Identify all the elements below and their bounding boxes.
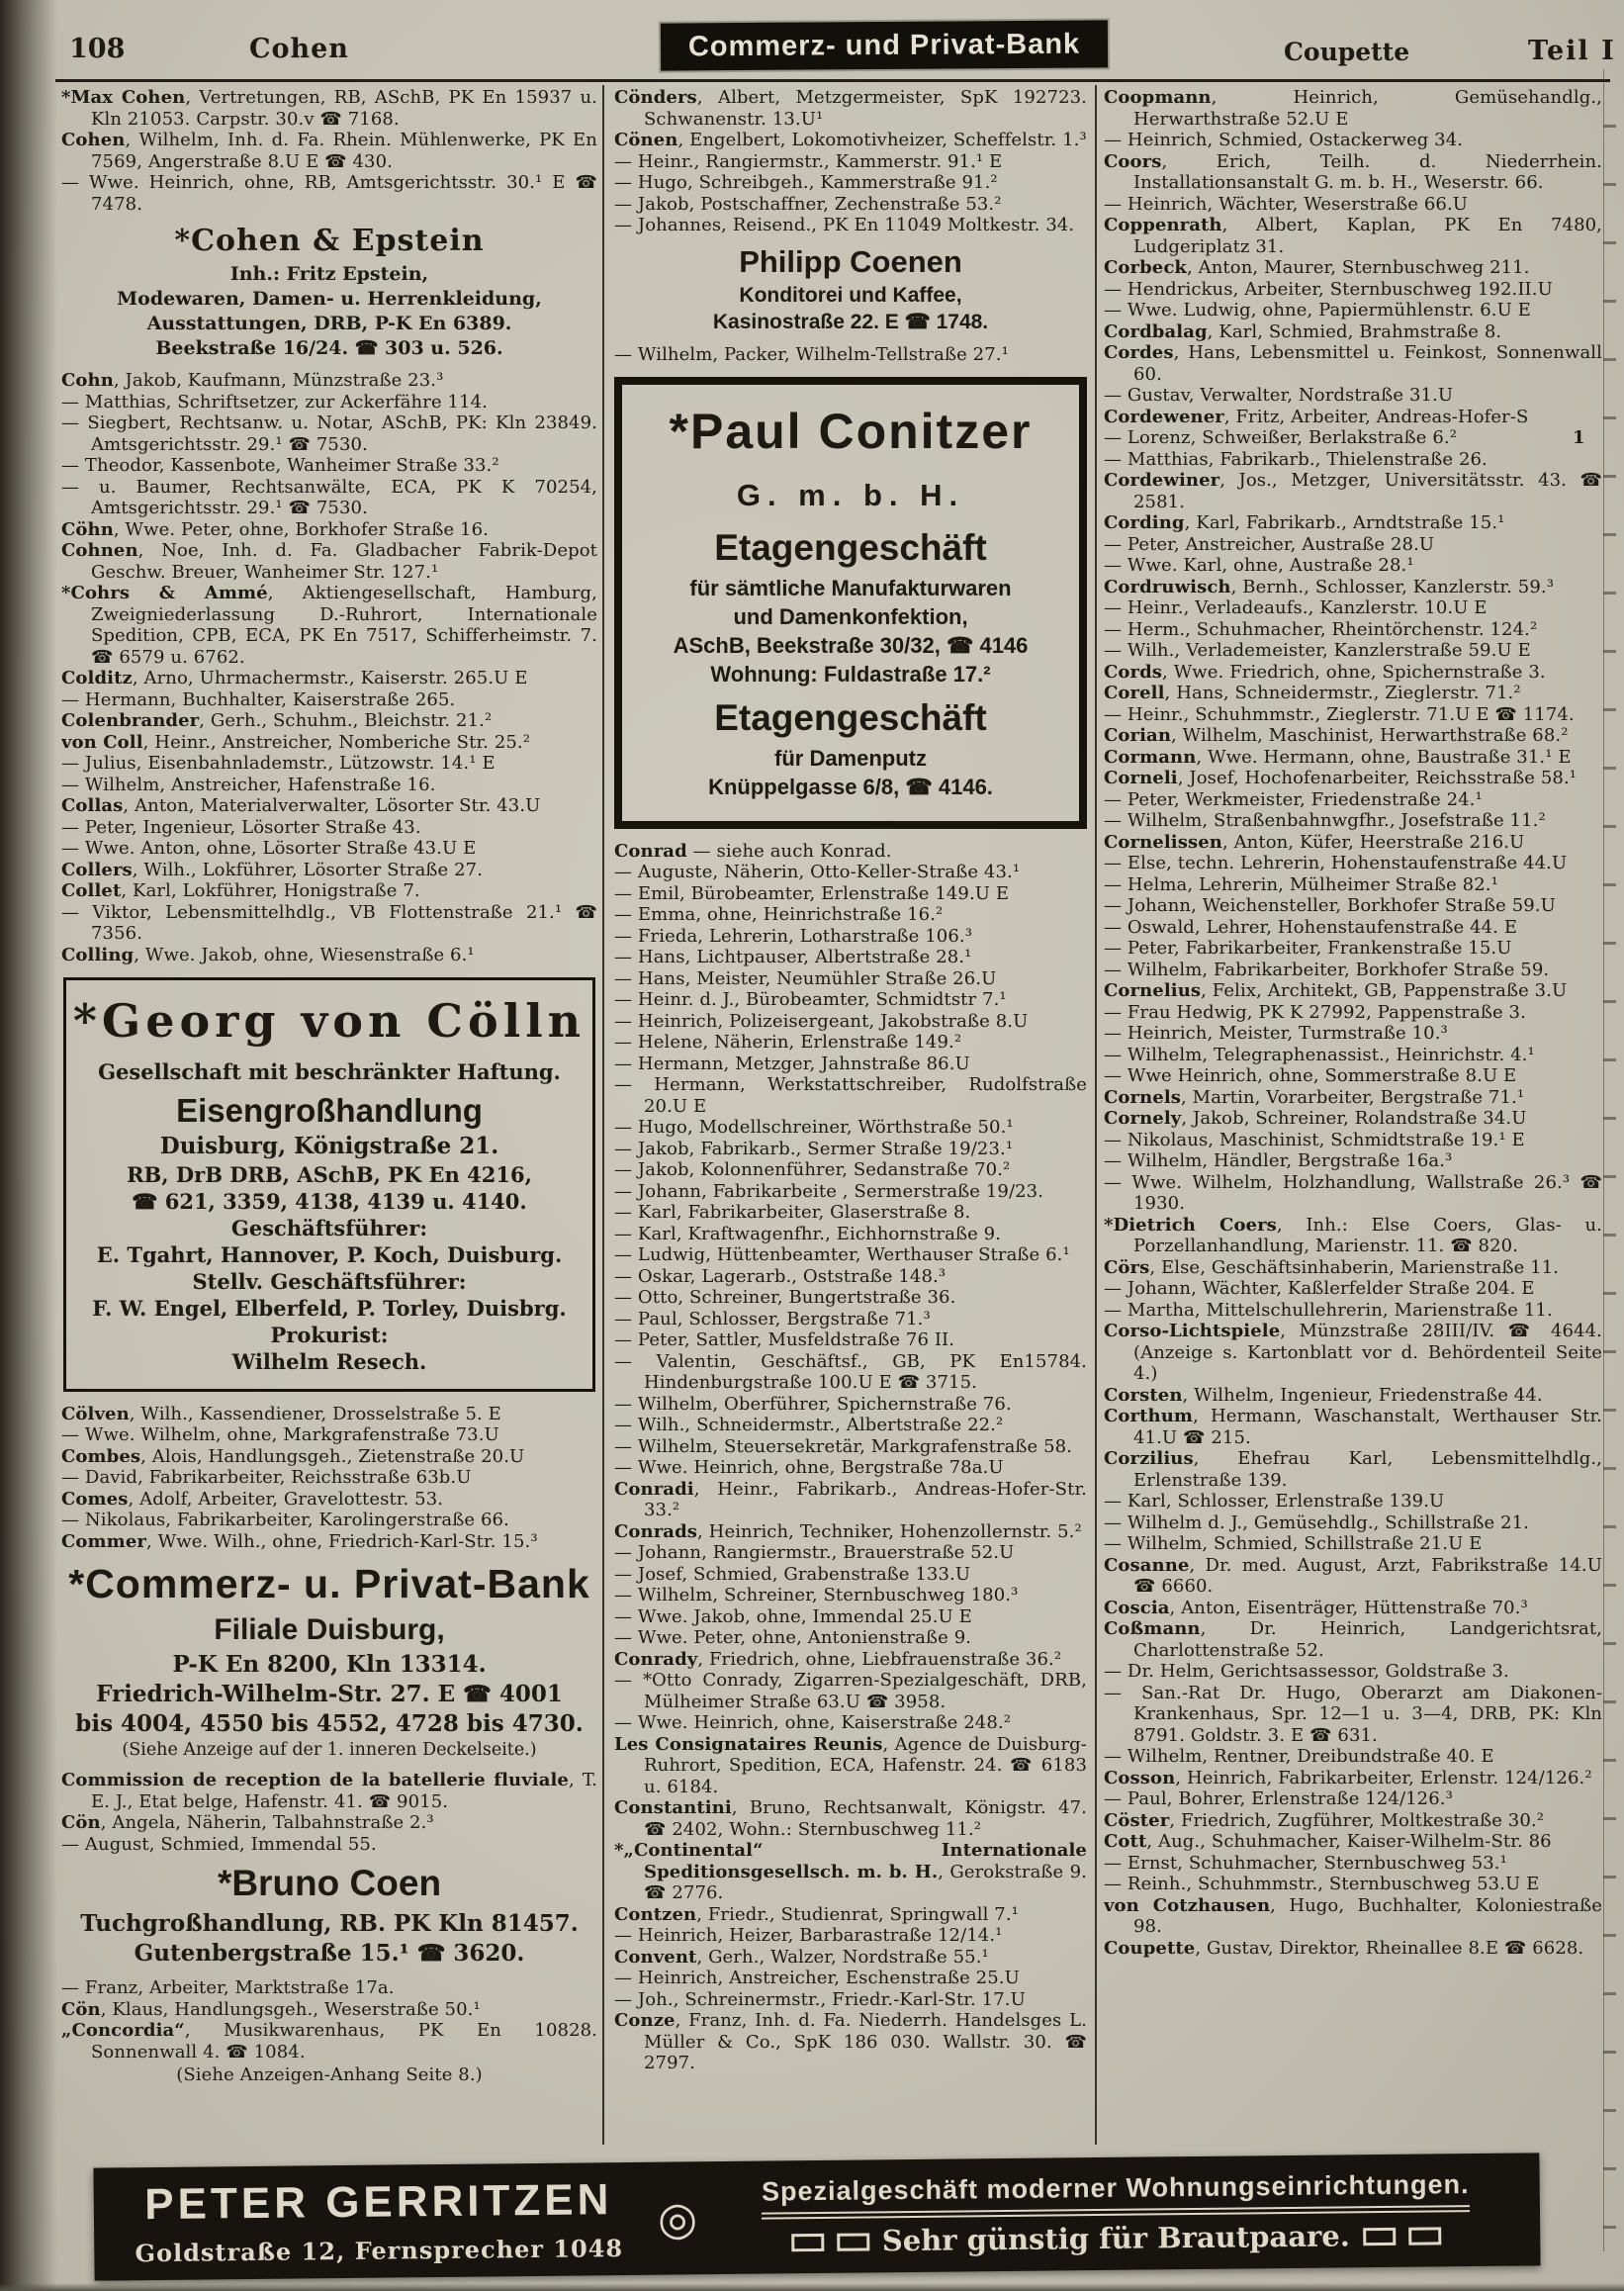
directory-entry: *„Continental“ Internationale Speditionsgesellsch. m. b. H., Gerokstraße 9. ☎ 2776. (614, 1840, 1087, 1904)
ad-line: Filiale Duisburg, (214, 1613, 445, 1647)
directory-entry: Cordbalag, Karl, Schmied, Brahmstraße 8. (1104, 321, 1502, 342)
directory-entry: Corell, Hans, Schneidermstr., Zieglerstr. 71.² (1104, 683, 1521, 703)
ad-line: Eisengroßhandlung (176, 1091, 483, 1129)
column-middle (614, 87, 1087, 2074)
directory-entry: Cords, Wwe. Friedrich, ohne, Spichernstraße 3. (1104, 661, 1546, 683)
ad-line: Duisburg, Königstraße 21. (159, 1132, 499, 1159)
directory-entry: — Wwe. Karl, ohne, Austraße 28.¹ (1104, 555, 1414, 576)
directory-entry: — Peter, Fabrikarbeiter, Frankenstraße 15.U (1104, 938, 1512, 959)
column-divider (602, 85, 604, 2145)
directory-entry: — Wilhelm, Fabrikarbeiter, Borkhofer Straße 59. (1104, 959, 1550, 980)
column-right (1104, 87, 1602, 1959)
ad-line: P-K En 8200, Kln 13314. (172, 1651, 487, 1679)
ad-line: Wilhelm Resech. (231, 1348, 427, 1374)
directory-entry: — Wilhelm, Telegraphenassist., Heinrichstr. 4.¹ (1104, 1044, 1535, 1065)
directory-entry: Cornelius, Felix, Architekt, GB, Pappenstraße 3.U (1104, 980, 1568, 1001)
ad-cohen-epstein (61, 224, 597, 361)
directory-entry: — Theodor, Kassenbote, Wanheimer Straße 33.² (61, 455, 499, 476)
column-left (61, 87, 597, 2086)
directory-entry: Colenbrander, Gerh., Schuhm., Bleichstr. 21.² (61, 710, 493, 731)
directory-entry: — Reinh., Schuhmmstr., Sternbuschweg 53.U E (1104, 1874, 1540, 1894)
directory-entry: — Wilhelm, Steuersekretär, Markgrafenstraße 58. (614, 1435, 1073, 1457)
ad-line: G. m. b. H. (736, 478, 965, 513)
directory-entry: Comes, Adolf, Arbeiter, Gravelottestr. 53. (61, 1488, 444, 1510)
directory-entry: — Frieda, Lehrerin, Lotharstraße 106.³ (614, 925, 973, 947)
directory-entry: — Viktor, Lebensmittelhdlg., VB Flottenstraße 21.¹ ☎ 7356. (61, 901, 597, 944)
directory-entry: Cönen, Engelbert, Lokomotivheizer, Scheffelstr. 1.³ (614, 130, 1087, 150)
directory-entry: — Heinr. d. J., Bürobeamter, Schmidtstr 7.¹ (614, 989, 1007, 1011)
directory-entry: Cohen, Wilhelm, Inh. d. Fa. Rhein. Mühlenwerke, PK En 7569, Angerstraße 8.U E ☎ 430. (61, 130, 597, 172)
directory-entry: Conze, Franz, Inh. d. Fa. Niederrh. Handelsges L. Müller & Co., SpK 186 030. Wallstr. 30. ☎ 2797. (614, 2010, 1087, 2074)
ad-line: Etagengeschäft (714, 696, 987, 738)
ad-line: Philipp Coenen (739, 243, 962, 279)
directory-entry: — Heinr., Verladeaufs., Kanzlerstr. 10.U E (1104, 597, 1488, 618)
directory-entry: — Wwe. Heinrich, ohne, Bergstraße 78a.U (614, 1457, 1004, 1479)
directory-entry: Cön, Angela, Näherin, Talbahnstraße 2.³ (61, 1812, 434, 1834)
directory-entry: — Siegbert, Rechtsanw. u. Notar, ASchB, PK: Kln 23849. Amtsgerichtsstr. 29.¹ ☎ 7530. (61, 412, 597, 455)
directory-entry: — Frau Hedwig, PK K 27992, Pappenstraße 3. (1104, 1001, 1526, 1023)
directory-entry: — Karl, Fabrikarbeiter, Glaserstraße 8. (614, 1202, 971, 1224)
directory-entry: — Emma, ohne, Heinrichstraße 16.² (614, 904, 944, 926)
directory-entry: — Auguste, Näherin, Otto-Keller-Straße 43.¹ (614, 862, 1021, 883)
banner-slogan-top: Spezialgeschäft moderner Wohnungseinrichtungen. (762, 2170, 1470, 2220)
directory-entry: Coscia, Anton, Eisenträger, Hüttenstraße 70.³ (1104, 1597, 1528, 1618)
directory-entry: Constantini, Bruno, Rechtsanwalt, Königstr. 47. ☎ 2402, Wohn.: Sternbuschweg 11.² (614, 1797, 1087, 1840)
directory-entry: Corsten, Wilhelm, Ingenieur, Friedenstraße 44. (1104, 1384, 1543, 1406)
directory-entry: — Franz, Arbeiter, Marktstraße 17a. (61, 1977, 395, 1999)
directory-entry: — Karl, Schlosser, Erlenstraße 139.U (1104, 1491, 1445, 1512)
directory-entry: — Heinrich, Anstreicher, Eschenstraße 25.U (614, 1968, 1020, 1989)
directory-entry: — Heinrich, Schmied, Ostackerweg 34. (1104, 130, 1464, 150)
directory-entry: Coßmann, Dr. Heinrich, Landgerichtsrat, Charlottenstraße 52. (1104, 1618, 1602, 1661)
ad-georg-von-coelln (63, 977, 595, 1392)
directory-entry: — Hugo, Modellschreiner, Wörthstraße 50.¹ (614, 1117, 1014, 1139)
directory-entry: — Karl, Kraftwagenfhr., Eichhornstraße 9. (614, 1223, 1002, 1244)
directory-entry: — Wwe. Wilhelm, Holzhandlung, Wallstraße 26.³ ☎ 1930. (1104, 1171, 1602, 1214)
directory-entry: Collas, Anton, Materialverwalter, Lösorter Str. 43.U (61, 795, 541, 816)
ad-line: Gutenbergstraße 15.¹ ☎ 3620. (134, 1940, 525, 1968)
directory-entry: — Lorenz, Schweißer, Berlakstraße 6.² 1 (1104, 427, 1585, 448)
directory-entry: — Peter, Anstreicher, Austraße 28.U (1104, 533, 1435, 555)
ad-philipp-coenen (614, 245, 1087, 335)
directory-entry: Cott, Aug., Schuhmacher, Kaiser-Wilhelm-Str. 86 (1104, 1831, 1552, 1852)
directory-entry: — Wwe Heinrich, ohne, Sommerstraße 8.U E (1104, 1065, 1517, 1086)
ad-commerz-privat-bank (61, 1561, 597, 1761)
directory-entry: — San.-Rat Dr. Hugo, Oberarzt am Diakonen-Krankenhaus, Spr. 12—1 u. 3—4, DRB, PK: Kln 8791. Goldstr. 3. E ☎ 631. (1104, 1682, 1602, 1746)
directory-entry: — Peter, Sattler, Musfeldstraße 76 II. (614, 1329, 955, 1351)
directory-entry: Cön, Klaus, Handlungsgeh., Weserstraße 50.¹ (61, 1998, 481, 2020)
directory-entry: — Hermann, Buchhalter, Kaiserstraße 265. (61, 688, 456, 710)
directory-entry: Commer, Wwe. Wilh., ohne, Friedrich-Karl-Str. 15.³ (61, 1530, 538, 1552)
ad-line: *Bruno Coen (217, 1863, 442, 1904)
directory-entry: — Julius, Eisenbahnlademstr., Lützowstr. 14.¹ E (61, 753, 496, 774)
directory-entry: — Wilh., Schneidermstr., Albertstraße 22.² (614, 1415, 1004, 1436)
ad-bruno-coen (61, 1864, 597, 1969)
directory-entry: — Ludwig, Hüttenbeamter, Werthauser Straße 6.¹ (614, 1244, 1070, 1266)
directory-entry: (Siehe Anzeigen-Anhang Seite 8.) (176, 2064, 483, 2086)
directory-entry: Collers, Wilh., Lokführer, Lösorter Straße 27. (61, 859, 484, 880)
ad-paul-conitzer (614, 377, 1087, 828)
ad-line: Modewaren, Damen- u. Herrenkleidung, (117, 288, 542, 310)
directory-entry: — Matthias, Schriftsetzer, zur Ackerfähre 114. (61, 391, 488, 412)
ad-line: Kasinostraße 22. E ☎ 1748. (712, 310, 989, 333)
ad-line: F. W. Engel, Elberfeld, P. Torley, Duisbrg. (92, 1295, 567, 1321)
banner-deco-rect (791, 2234, 824, 2251)
directory-entry: Corzilius, Ehefrau Karl, Lebensmittelhdlg., Erlenstraße 139. (1104, 1448, 1602, 1491)
directory-entry: — Heinr., Rangiermstr., Kammerstr. 91.¹ E (614, 150, 1003, 172)
ad-line: Geschäftsführer: (230, 1215, 428, 1240)
directory-entry: — Johann, Rangiermstr., Brauerstraße 52.U (614, 1542, 1015, 1564)
header-rule (55, 79, 1610, 82)
directory-entry: Cosson, Heinrich, Fabrikarbeiter, Erlenstr. 124/126.² (1104, 1767, 1592, 1788)
directory-entry: Combes, Alois, Handlungsgeh., Zietenstraße 20.U (61, 1445, 525, 1467)
directory-entry: — Gustav, Verwalter, Nordstraße 31.U (1104, 385, 1454, 406)
directory-entry: von Coll, Heinr., Anstreicher, Nomberiche Str. 25.² (61, 731, 531, 753)
directory-entry: Cölven, Wilh., Kassendiener, Drosselstraße 5. E (61, 1403, 501, 1424)
directory-entry: — Matthias, Fabrikarb., Thielenstraße 26. (1104, 448, 1488, 470)
roundel-icon: ◎ (657, 2191, 698, 2245)
directory-entry: — Heinrich, Heizer, Barbarastraße 12/14.¹ (614, 1925, 1003, 1947)
ad-line: Stellv. Geschäftsführer: (192, 1268, 467, 1294)
directory-entry: — Wwe. Ludwig, ohne, Papiermühlenstr. 6.U E (1104, 300, 1531, 321)
directory-entry: — Johann, Weichensteller, Borkhofer Straße 59.U (1104, 895, 1556, 916)
directory-entry: Collet, Karl, Lokführer, Honigstraße 7. (61, 880, 420, 901)
directory-entry: Conradi, Heinr., Fabrikarb., Andreas-Hofer-Str. 33.² (614, 1478, 1087, 1521)
directory-entry: *Dietrich Coers, Inh.: Else Coers, Glas- u. Porzellanhandlung, Marienstr. 11. ☎ 820. (1104, 1214, 1602, 1256)
ad-line: Etagengeschäft (714, 527, 987, 569)
directory-entry: Coppenrath, Albert, Kaplan, PK En 7480, Ludgeriplatz 31. (1104, 215, 1602, 257)
header-center-ad-banner: Commerz- und Privat-Bank (661, 20, 1108, 70)
header-right-keyword: Coupette (1284, 38, 1410, 66)
banner-slogan-bottom: Sehr günstig für Brautpaare. (881, 2219, 1351, 2258)
banner-deco-rect (1363, 2228, 1396, 2245)
ad-line: ☎ 621, 3359, 4138, 4139 u. 4140. (132, 1188, 527, 1214)
directory-entry: Les Consignataires Reunis, Agence de Duisburg-Ruhrort, Spedition, ECA, Hafenstr. 24. ☎ 6183 u. 6184. (614, 1733, 1087, 1797)
header-part-label: Teil I (1528, 36, 1616, 66)
directory-entry: — Jakob, Postschaffner, Zechenstraße 53.² (614, 193, 1002, 215)
directory-entry: Corso-Lichtspiele, Münzstraße 28III/IV. ☎ 4644. (Anzeige s. Kartonblatt vor d. Behördenteil Seite 4.) (1104, 1321, 1602, 1384)
directory-entry: Corneli, Josef, Hochofenarbeiter, Reichsstraße 58.¹ (1104, 768, 1578, 788)
directory-entry: — Hugo, Schreibgeh., Kammerstraße 91.² (614, 172, 998, 193)
directory-entry: — David, Fabrikarbeiter, Reichsstraße 63b.U (61, 1467, 472, 1489)
ad-line: E. Tgahrt, Hannover, P. Koch, Duisburg. (96, 1241, 563, 1267)
directory-entry: *Cohrs & Ammé, Aktiengesellschaft, Hamburg, Zweigniederlassung D.-Ruhrort, Internationale Spedition, CPB, ECA, PK En 7517, Schifferheimstr. 7. ☎ 6579 u. 6762. (61, 583, 597, 668)
directory-entry: — Wilhelm, Rentner, Dreibundstraße 40. E (1104, 1746, 1494, 1767)
directory-entry: — August, Schmied, Immendal 55. (61, 1833, 377, 1855)
directory-entry: Contzen, Friedr., Studienrat, Springwall 7.¹ (614, 1903, 1019, 1925)
directory-entry: Corian, Wilhelm, Maschinist, Herwarthstraße 68.² (1104, 725, 1569, 746)
ad-line: Beekstraße 16/24. ☎ 303 u. 526. (155, 337, 503, 359)
directory-entry: — Johann, Fabrikarbeite , Sermerstraße 19/23. (614, 1180, 1044, 1202)
ad-line: *Paul Conitzer (669, 404, 1033, 460)
directory-entry: Cormann, Wwe. Hermann, ohne, Baustraße 31.¹ E (1104, 746, 1572, 768)
directory-entry: — Wilhelm, Schmied, Schillstraße 21.U E (1104, 1533, 1483, 1554)
banner-deco-rect (1408, 2227, 1441, 2245)
ad-line: (Siehe Anzeige auf der 1. inneren Deckelseite.) (122, 1740, 537, 1761)
ad-line: Knüppelgasse 6/8, ☎ 4146. (708, 774, 993, 799)
directory-entry: — Hermann, Werkstattschreiber, Rudolfstraße 20.U E (614, 1074, 1087, 1117)
scan-bottom-shadow (0, 2283, 1624, 2291)
directory-entry: — Wilhelm, Händler, Bergstraße 16a.³ (1104, 1150, 1453, 1171)
ad-line: *Commerz- u. Privat-Bank (68, 1561, 590, 1607)
banner-store-address: Goldstraße 12, Fernsprecher 1048 (135, 2233, 624, 2267)
directory-entry: Cosanne, Dr. med. August, Arzt, Fabrikstraße 14.U ☎ 6660. (1104, 1554, 1602, 1597)
directory-entry: — Joh., Schreinermstr., Friedr.-Karl-Str. 17.U (614, 1988, 1026, 2010)
banner-deco-rect (837, 2233, 869, 2250)
directory-entry: — Oskar, Lagerarb., Oststraße 148.³ (614, 1265, 947, 1287)
directory-entry: — Johannes, Reisend., PK En 11049 Moltkestr. 34. (614, 215, 1075, 235)
directory-entry: — Jakob, Fabrikarb., Sermer Straße 19/23.¹ (614, 1138, 1014, 1159)
ad-line: Tuchgroßhandlung, RB. PK Kln 81457. (80, 1910, 579, 1938)
ad-line: *Cohen & Epstein (174, 224, 485, 258)
gerritzen-ad-banner (93, 2153, 1540, 2280)
directory-entry: Conrads, Heinrich, Techniker, Hohenzollernstr. 5.² (614, 1520, 1082, 1542)
directory-entry: — Peter, Werkmeister, Friedenstraße 24.¹ (1104, 788, 1483, 810)
directory-entry: Cordes, Hans, Lebensmittel u. Feinkost, Sonnenwall 60. (1104, 342, 1602, 385)
directory-entry: — Dr. Helm, Gerichtsassessor, Goldstraße 3. (1104, 1661, 1509, 1682)
directory-entry: — Hans, Lichtpauser, Albertstraße 28.¹ (614, 947, 972, 968)
directory-entry: — Wilhelm, Anstreicher, Hafenstraße 16. (61, 774, 436, 795)
directory-entry: Cornelissen, Anton, Küfer, Heerstraße 216.U (1104, 831, 1525, 853)
ad-line: bis 4004, 4550 bis 4552, 4728 bis 4730. (75, 1710, 584, 1738)
directory-entry: — Otto, Schreiner, Bungertstraße 36. (614, 1287, 956, 1309)
column-divider (1095, 85, 1097, 2145)
directory-entry: — Hans, Meister, Neumühler Straße 26.U (614, 967, 997, 989)
ad-line: und Damenkonfektion, (733, 603, 968, 629)
directory-entry: Colditz, Arno, Uhrmachermstr., Kaiserstr. 265.U E (61, 668, 528, 688)
directory-entry: Convent, Gerh., Walzer, Nordstraße 55.¹ (614, 1946, 989, 1968)
ad-line: für sämtliche Manufakturwaren (689, 575, 1012, 600)
directory-entry: — Oswald, Lehrer, Hohenstaufenstraße 44. E (1104, 916, 1518, 938)
ad-line: Gesellschaft mit beschränkter Haftung. (98, 1058, 561, 1084)
directory-entry: — Herm., Schuhmacher, Rheintörchenstr. 124.² (1104, 618, 1538, 640)
directory-entry: — Wilhelm d. J., Gemüsehdlg., Schillstraße 21. (1104, 1512, 1530, 1533)
banner-left-block (122, 2174, 637, 2267)
directory-entry: „Concordia“, Musikwarenhaus, PK En 10828. Sonnenwall 4. ☎ 1084. (61, 2020, 597, 2062)
directory-entry: Conrad — siehe auch Konrad. (614, 840, 892, 862)
directory-entry: — Paul, Schlosser, Bergstraße 71.³ (614, 1308, 931, 1329)
directory-entry: *Max Cohen, Vertretungen, RB, ASchB, PK En 15937 u. Kln 21053. Carpstr. 30.v ☎ 7168. (61, 87, 597, 130)
directory-entry: — Else, techn. Lehrerin, Hohenstaufenstraße 44.U (1104, 853, 1568, 873)
directory-entry: — Wilhelm, Oberführer, Spichernstraße 76. (614, 1393, 1012, 1415)
directory-entry: Cornels, Martin, Vorarbeiter, Bergstraße 71.¹ (1104, 1086, 1525, 1108)
directory-entry: — Martha, Mittelschullehrerin, Marienstraße 11. (1104, 1299, 1553, 1321)
ad-line: Inh.: Fritz Epstein, (229, 263, 429, 285)
directory-entry: — Wilhelm, Straßenbahnwgfhr., Josefstraße 11.² (1104, 810, 1546, 831)
directory-entry: — u. Baumer, Rechtsanwälte, ECA, PK K 70254, Amtsgerichtsstr. 29.¹ ☎ 7530. (61, 476, 597, 518)
directory-entry: — Wwe. Anton, ohne, Lösorter Straße 43.U E (61, 838, 477, 859)
directory-entry: — Heinrich, Meister, Turmstraße 10.³ (1104, 1023, 1448, 1044)
header-left-keyword: Cohen (249, 34, 349, 64)
ad-line: Wohnung: Fuldastraße 17.² (710, 661, 991, 687)
ad-line: *Georg von Cölln (72, 994, 586, 1048)
ad-line: Prokurist: (270, 1322, 389, 1347)
directory-entry: Cohnen, Noe, Inh. d. Fa. Gladbacher Fabrik-Depot Geschw. Breuer, Wanheimer Str. 127.¹ (61, 540, 597, 583)
directory-entry: Cordewener, Fritz, Arbeiter, Andreas-Hofer-S (1104, 406, 1529, 427)
page-edge-ticks (1603, 69, 1616, 2251)
directory-entry: — Heinr., Schuhmmstr., Zieglerstr. 71.U E ☎ 1174. (1104, 703, 1575, 725)
directory-entry: Coopmann, Heinrich, Gemüsehandlg., Herwarthstraße 52.U E (1104, 87, 1602, 130)
book-spine-shadow (0, 0, 57, 2291)
directory-entry: — Nikolaus, Maschinist, Schmidtstraße 19.¹ E (1104, 1129, 1525, 1150)
directory-entry: Cöhn, Wwe. Peter, ohne, Borkhofer Straße 16. (61, 518, 489, 540)
directory-entry: — Heinrich, Wächter, Weserstraße 66.U (1104, 193, 1469, 215)
directory-entry: Cordewiner, Jos., Metzger, Universitätsstr. 43. ☎ 2581. (1104, 470, 1602, 512)
banner-right-block (719, 2169, 1513, 2257)
directory-entry: — Nikolaus, Fabrikarbeiter, Karolingerstraße 66. (61, 1510, 509, 1531)
directory-entry: — Wwe. Heinrich, ohne, RB, Amtsgerichtsstr. 30.¹ E ☎ 7478. (61, 172, 597, 215)
directory-entry: Cohn, Jakob, Kaufmann, Münzstraße 23.³ (61, 370, 444, 391)
directory-entry: Cording, Karl, Fabrikarb., Arndtstraße 15.¹ (1104, 512, 1505, 533)
directory-entry: — Wwe. Heinrich, ohne, Kaiserstraße 248.² (614, 1712, 1012, 1734)
directory-entry: — Wilhelm, Schreiner, Sternbuschweg 180.³ (614, 1585, 1019, 1606)
ad-line: für Damenputz (774, 745, 927, 771)
directory-entry: Coupette, Gustav, Direktor, Rheinallee 8.E ☎ 6628. (1104, 1937, 1584, 1959)
directory-entry: — Paul, Bohrer, Erlenstraße 124/126.³ (1104, 1788, 1453, 1809)
directory-entry: Coors, Erich, Teilh. d. Niederrhein. Installationsanstalt G. m. b. H., Weserstr. 66. (1104, 150, 1602, 193)
directory-entry: — Wilh., Verlademeister, Kanzlerstraße 59.U E (1104, 640, 1531, 661)
directory-entry: von Cotzhausen, Hugo, Buchhalter, Koloniestraße 98. (1104, 1894, 1602, 1937)
banner-store-name: PETER GERRITZEN (143, 2174, 613, 2229)
page-number: 108 (69, 34, 126, 64)
directory-entry: — Ernst, Schuhmacher, Sternbuschweg 53.¹ (1104, 1852, 1507, 1874)
directory-entry: — Valentin, Geschäftsf., GB, PK En15784. Hindenburgstraße 100.U E ☎ 3715. (614, 1350, 1087, 1394)
directory-entry: Corthum, Hermann, Waschanstalt, Werthauser Str. 41.U ☎ 215. (1104, 1406, 1602, 1448)
directory-entry: — Peter, Ingenieur, Lösorter Straße 43. (61, 816, 421, 838)
directory-entry: — Jakob, Kolonnenführer, Sedanstraße 70.² (614, 1159, 1011, 1181)
directory-entry: — Wwe. Wilhelm, ohne, Markgrafenstraße 73.U (61, 1424, 499, 1446)
ad-line: RB, DrB DRB, ASchB, PK En 4216, (127, 1161, 532, 1187)
directory-entry: — Helene, Näherin, Erlenstraße 149.² (614, 1032, 962, 1054)
directory-entry: Cornely, Jakob, Schreiner, Rolandstraße 34.U (1104, 1108, 1527, 1129)
directory-entry: — Wwe. Jakob, ohne, Immendal 25.U E (614, 1605, 972, 1627)
directory-entry: — Hermann, Metzger, Jahnstraße 86.U (614, 1053, 970, 1074)
directory-entry: — Heinrich, Polizeisergeant, Jakobstraße 8.U (614, 1010, 1029, 1032)
ad-line: ASchB, Beekstraße 30/32, ☎ 4146 (673, 632, 1029, 658)
directory-entry: — Hendrickus, Arbeiter, Sternbuschweg 192.II.U (1104, 278, 1553, 300)
directory-entry: Cordruwisch, Bernh., Schlosser, Kanzlerstr. 59.³ (1104, 576, 1555, 597)
directory-entry: Corbeck, Anton, Maurer, Sternbuschweg 211. (1104, 257, 1530, 278)
ad-line: Konditorei und Kaffee, (739, 283, 962, 307)
directory-entry: Cöster, Friedrich, Zugführer, Moltkestraße 30.² (1104, 1809, 1545, 1831)
directory-entry: — Helma, Lehrerin, Mülheimer Straße 82.¹ (1104, 873, 1498, 895)
directory-entry: — *Otto Conrady, Zigarren-Spezialgeschäft, DRB, Mülheimer Straße 63.U ☎ 3958. (614, 1670, 1087, 1712)
ad-line: Friedrich-Wilhelm-Str. 27. E ☎ 4001 (96, 1681, 563, 1708)
directory-entry: — Wilhelm, Packer, Wilhelm-Tellstraße 27.¹ (614, 343, 1009, 365)
directory-entry: Commission de reception de la batellerie fluviale, T. E. J., Etat belge, Hafenstr. 41. ☎ 9015. (61, 1770, 597, 1812)
directory-entry: — Johann, Wächter, Kaßlerfelder Straße 204. E (1104, 1278, 1535, 1299)
directory-entry: — Wwe. Peter, ohne, Antonienstraße 9. (614, 1627, 972, 1649)
directory-entry: Conrady, Friedrich, ohne, Liebfrauenstraße 36.² (614, 1648, 1062, 1670)
directory-entry: — Emil, Bürobeamter, Erlenstraße 149.U E (614, 882, 1010, 904)
directory-entry: Colling, Wwe. Jakob, ohne, Wiesenstraße 6.¹ (61, 944, 475, 965)
directory-entry: Cönders, Albert, Metzgermeister, SpK 192723. Schwanenstr. 13.U¹ (614, 87, 1087, 130)
directory-entry: Cörs, Else, Geschäftsinhaberin, Marienstraße 11. (1104, 1256, 1560, 1278)
directory-entry: — Josef, Schmied, Grabenstraße 133.U (614, 1563, 971, 1585)
ad-line: Ausstattungen, DRB, P-K En 6389. (146, 313, 512, 334)
